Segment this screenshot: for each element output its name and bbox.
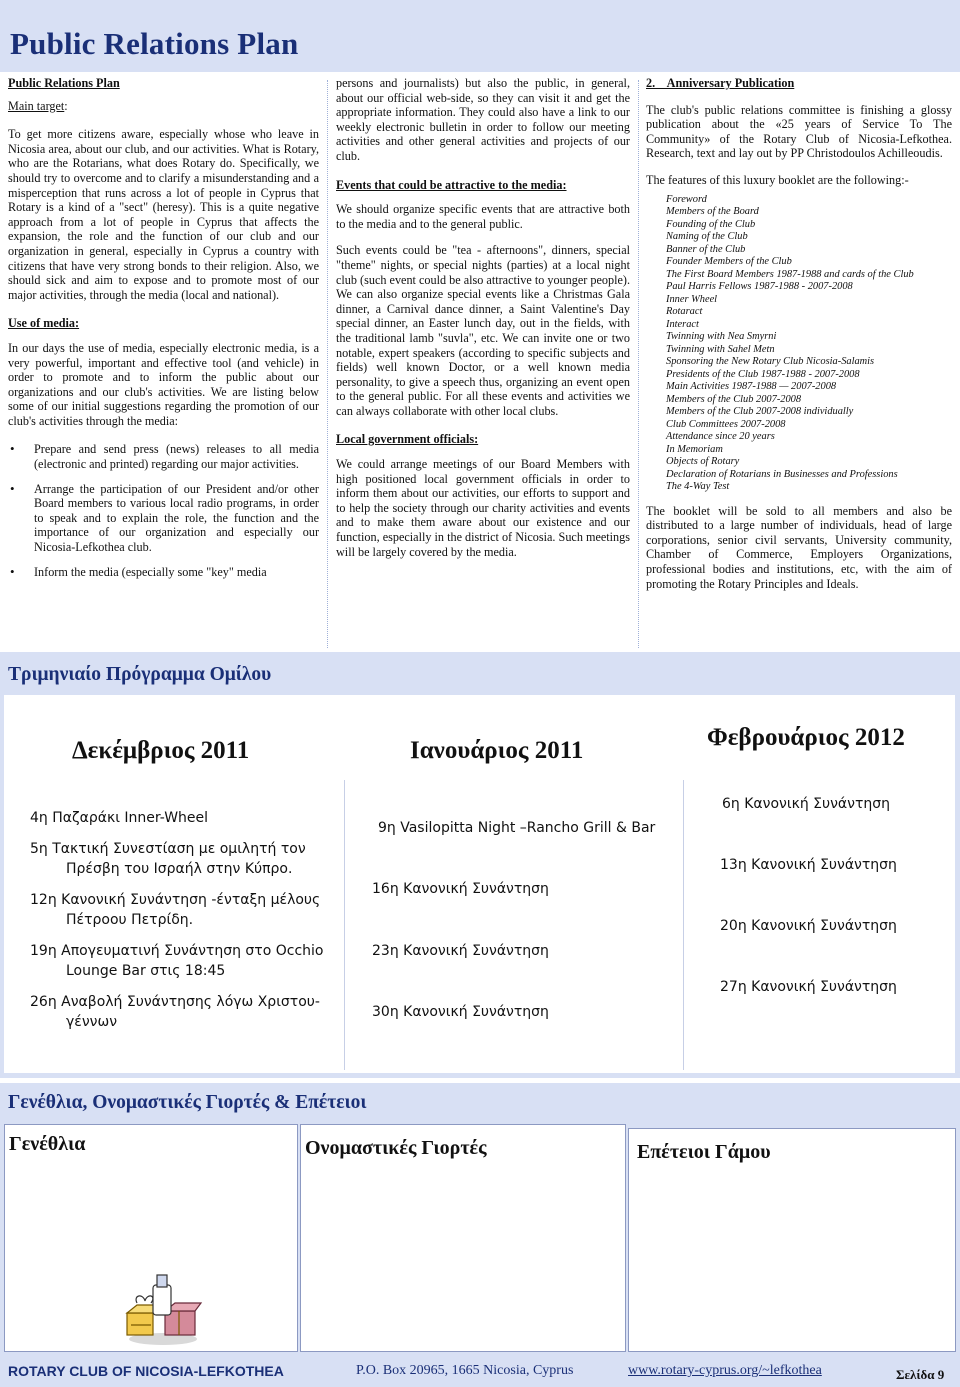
feature-item: Declaration of Rotarians in Businesses and Professions — [666, 468, 898, 480]
list-item: 6η Κανονική Συνάντηση — [722, 796, 891, 812]
intro-paragraph: To get more citizens aware, especially whose who leave in Nicosia area, about our club, and our activities. What is Rotary, who are the Rotarians, what does Rotary do. Specifically, we should try to overcome and to clarify a misunderstanding and a misperception that runs across a lot of people in Cyprus that Rotary is a kind of a "sect" (heresy). This is a quite negative approach from a lot of people in Cyprus that affects the expansion, the role and the function of our club and our organization in general, especially in Cyprus a country with citizens that have very strong bonds to their religion. Also, we should sick and aim to expose and to promote most of our major activities, through the media (local and national). — [8, 127, 319, 302]
program-divider — [344, 780, 345, 1070]
feature-item: Inner Wheel — [666, 293, 718, 305]
name-days-heading: Ονομαστικές Γιορτές — [305, 1137, 487, 1159]
anniversaries-heading: Επέτειοι Γάμου — [637, 1141, 771, 1163]
footer — [0, 1353, 960, 1387]
use-of-media-heading: Use of media: — [8, 316, 80, 331]
events-heading: Events that could be attractive to the media: — [336, 177, 567, 192]
name-days-box — [300, 1124, 626, 1352]
list-item: 4η Παζαράκι Inner-Wheel — [30, 810, 209, 826]
main-target-colon: : — [64, 98, 68, 113]
feature-item: Sponsoring the New Rotary Club Nicosia-Salamis — [666, 356, 875, 368]
feature-item: Banner of the Club — [666, 243, 746, 255]
feature-item: Main Activities 1987-1988 — 2007-2008 — [666, 381, 837, 393]
use-of-media-paragraph: In our days the use of media, especially electronic media, is a very powerful, important and effective tool (and vehicle) in order to promote and to inform the public about our organizations and our club's activities. We are listing below some of our initial suggestions regarding the promotion of our club's activities through the media: — [8, 340, 319, 428]
month-february: Φεβρουάριος 2012 — [707, 724, 905, 751]
feature-item: Members of the Board — [666, 206, 759, 218]
feature-item: Paul Harris Fellows 1987-1988 - 2007-2008 — [666, 281, 853, 293]
anniversary-heading: 2. Anniversary Publication — [646, 76, 795, 90]
list-item: 27η Κανονική Συνάντηση — [720, 979, 897, 995]
list-item: 5η Τακτική Συνεστίαση με ομιλητή τον Πρέσβη του Ισραήλ στην Κύπρο. — [30, 841, 306, 877]
list-item: 16η Κανονική Συνάντηση — [372, 881, 549, 897]
local-gov-paragraph: We could arrange meetings of our Board Members with high positioned local government officials in order to inform them about our activities, our efforts to support and to help the society through our charity activities and events and to make them aware about our existence and our function, especially in the district of Nicosia. Such meetings will be largely covered by the media. — [336, 457, 630, 559]
gift-icon — [123, 1265, 203, 1347]
program-title: Τριμηνιαίο Πρόγραμμα Ομίλου — [8, 664, 272, 685]
month-january: Ιανουάριος 2011 — [410, 737, 584, 764]
events-paragraph-1: We should organize specific events that are attractive both to the media and to the general public. — [336, 202, 630, 231]
feature-item: Founder Members of the Club — [666, 256, 792, 268]
article-column-1 — [8, 76, 319, 589]
list-item: 23η Κανονική Συνάντηση — [372, 943, 549, 959]
program-divider — [683, 780, 684, 1070]
page-number: Σελίδα 9 — [896, 1367, 945, 1382]
birthdays-heading: Γενέθλια — [9, 1133, 86, 1155]
feature-item: Naming of the Club — [666, 231, 748, 243]
footer-website-link[interactable]: www.rotary-cyprus.org/~lefkothea — [628, 1363, 822, 1378]
feature-item: Members of the Club 2007-2008 — [666, 393, 802, 405]
list-item: • Prepare and send press (news) releases to all media (electronic and printed) regarding our major activities. — [34, 442, 319, 471]
continuation-paragraph: persons and journalists) but also the public, in general, about our official web-side, so they can visit it and get the appropriate information. They could also have a link to our weekly electronic bulletin in order to follow our meeting activities and other general activities and projects of our club. — [336, 76, 630, 163]
article-heading: Public Relations Plan — [8, 76, 120, 90]
birthdays-box — [4, 1124, 298, 1352]
list-item: 19η Απογευματινή Συνάντηση στο Occhio Lounge Bar στις 18:45 — [30, 943, 324, 979]
feature-item: The 4-Way Test — [666, 481, 730, 493]
feature-item: Interact — [666, 318, 699, 330]
events-paragraph-2: Such events could be "tea - afternoons", dinners, special "theme" nights, or special nights (parties) at a local night club (such event could be also attractive to younger people). We can also organize special events like a Christmas Gala dinner, a Carnival dance dinner, a Saint Valentine's Day special dinner, an Easter lunch day, out in the fields, with the traditional lamb "suvla", etc. We can invite one or two notable, expert speakers (according to specific subjects and fields) well known Doctor, or a well known media personality, to give a speech thus, organizing an event open to the general public. For all these events and activities we can always collaborate with other local clubs. — [336, 243, 630, 418]
anniversaries-box — [628, 1128, 956, 1352]
list-item: 12η Κανονική Συνάντηση -ένταξη μέλους Πέτροου Πετρίδη. — [30, 892, 321, 928]
feature-item: Founding of the Club — [666, 218, 756, 230]
anniversary-paragraph-3: The booklet will be sold to all members and also be distributed to a large number of individuals, head of large corporations, senior civil servants, University community, Chamber of Commerce, Employers Organizations, professional bodies and institutions, etc, with the aim of promoting the Rotary Principles and Ideals. — [646, 503, 952, 591]
feature-item: Attendance since 20 years — [666, 431, 775, 443]
list-item: • Inform the media (especially some "key" media — [34, 565, 319, 580]
media-bullet-list — [8, 442, 319, 579]
footer-address: P.O. Box 20965, 1665 Nicosia, Cyprus — [356, 1363, 574, 1378]
column-divider — [638, 80, 639, 648]
list-item: 30η Κανονική Συνάντηση — [372, 1004, 549, 1020]
feature-item: Presidents of the Club 1987-1988 - 2007-2008 — [666, 368, 860, 380]
article-column-3 — [646, 76, 952, 601]
list-item: 20η Κανονική Συνάντηση — [720, 918, 897, 934]
list-item: 26η Αναβολή Συνάντησης λόγω Χριστου- γέννων — [30, 994, 320, 1030]
month-december: Δεκέμβριος 2011 — [72, 737, 250, 764]
feature-item: In Memoriam — [666, 443, 723, 455]
article-column-2 — [336, 76, 630, 569]
list-item: 9η Vasilopitta Night –Rancho Grill & Bar — [378, 820, 656, 836]
anniversary-paragraph-1: The club's public relations committee is finishing a glossy publication about the «25 years of Service To The Community» of the Rotary Club of Nicosia-Lefkothea. Research, text and lay out by PP Christodoulos Achilleoudis. — [646, 102, 952, 161]
birthdays-title: Γενέθλια, Ονομαστικές Γιορτές & Επέτειοι — [8, 1092, 367, 1113]
feature-item: Twinning with Sahel Metn — [666, 343, 775, 355]
title-band — [0, 0, 960, 72]
list-item: 13η Κανονική Συνάντηση — [720, 857, 897, 873]
feature-item: The First Board Members 1987-1988 and cards of the Club — [666, 268, 914, 280]
feature-item: Twinning with Nea Smyrni — [666, 331, 777, 343]
local-gov-heading: Local government officials: — [336, 432, 479, 447]
list-item: • Arrange the participation of our President and/or other Board members to various local radio programs, in order to speak and to explain the role, the function and the importance of our organization and especially our Nicosia-Lefkothea club. — [34, 482, 319, 555]
feature-item: Objects of Rotary — [666, 456, 740, 468]
footer-club-name: ROTARY CLUB OF NICOSIA-LEFKOTHEA — [8, 1363, 284, 1379]
feature-item: Club Committees 2007-2008 — [666, 418, 786, 430]
anniversary-paragraph-2: The features of this luxury booklet are the following:- — [646, 172, 909, 187]
page-title: Public Relations Plan — [10, 26, 299, 61]
feature-item: Rotaract — [666, 306, 703, 318]
feature-item: Members of the Club 2007-2008 individually — [666, 406, 854, 418]
main-target-label: Main target — [8, 98, 65, 113]
features-list — [666, 194, 952, 494]
column-divider — [327, 80, 328, 648]
feature-item: Foreword — [666, 193, 707, 205]
